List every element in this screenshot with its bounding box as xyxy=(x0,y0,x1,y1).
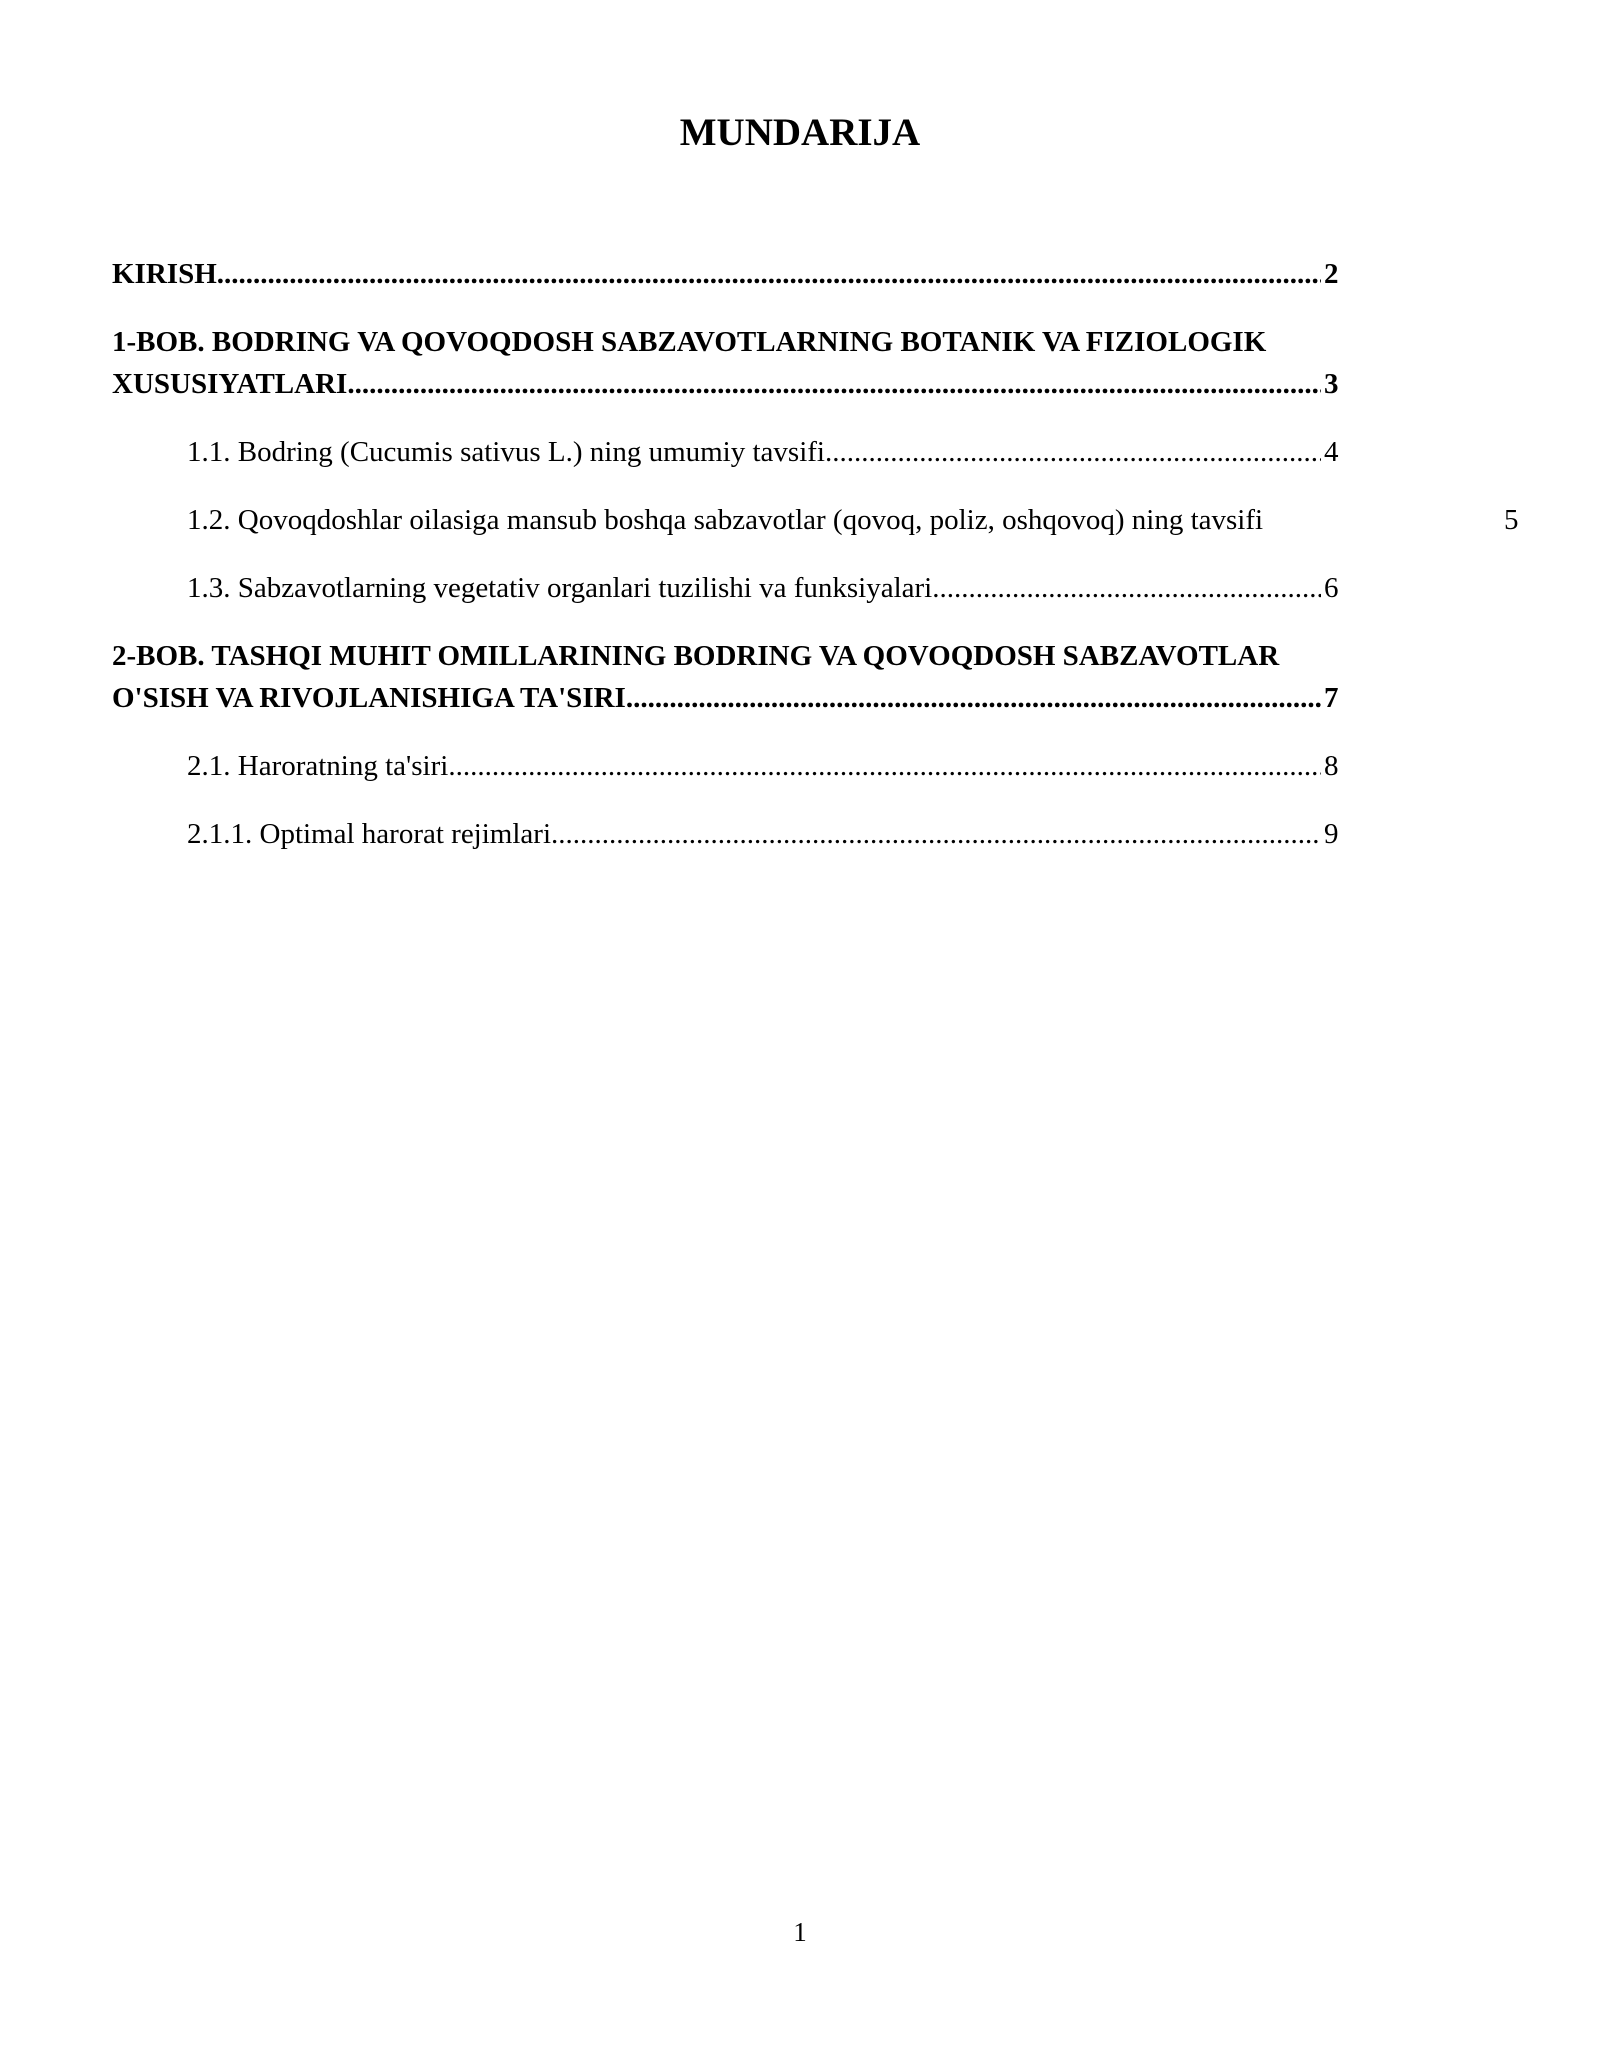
dot-leader xyxy=(932,567,1321,609)
toc-entry-page: 6 xyxy=(1324,572,1339,604)
toc-entry-page: 3 xyxy=(1324,368,1339,400)
dot-leader xyxy=(217,253,1321,295)
dot-leader xyxy=(825,431,1321,473)
toc-entry-label-line2: XUSUSIYATLARI xyxy=(112,368,348,400)
dot-leader xyxy=(448,745,1321,787)
toc-entry-page: 4 xyxy=(1324,436,1339,468)
toc-entry-1-3[interactable] xyxy=(112,567,1342,609)
toc-entry-label: 2.1. Haroratning ta'siri xyxy=(187,750,449,782)
dot-leader xyxy=(626,677,1321,719)
dot-leader xyxy=(551,813,1321,855)
page-title: MUNDARIJA xyxy=(679,111,921,154)
toc-entry-page: 9 xyxy=(1324,818,1339,850)
toc-entry-label: 1.1. Bodring (Cucumis sativus L.) ning umumiy tavsifi xyxy=(187,436,825,468)
toc-entry-label-line1: 1-BOB. BODRING VA QOVOQDOSH SABZAVOTLARNING BOTANIK VA FIZIOLOGIK xyxy=(112,326,1267,358)
toc-entry-1-2[interactable] xyxy=(112,499,1519,541)
toc-entry-page: 2 xyxy=(1324,258,1339,290)
toc-entry-chapter-2[interactable] xyxy=(112,635,1342,719)
dot-leader xyxy=(347,363,1321,405)
toc-entry-chapter-1[interactable] xyxy=(112,321,1342,405)
toc-entry-label: 1.3. Sabzavotlarning vegetativ organlari tuzilishi va funksiyalari xyxy=(187,572,933,604)
toc-entry-label-line2: O'SISH VA RIVOJLANISHIGA TA'SIRI xyxy=(112,682,626,714)
toc-entry-2-1-1[interactable] xyxy=(112,813,1342,855)
toc-entry-label-line1: 2-BOB. TASHQI MUHIT OMILLARINING BODRING VA QOVOQDOSH SABZAVOTLAR xyxy=(112,640,1280,672)
toc-entry-page: 5 xyxy=(1504,504,1519,536)
toc-entry-label: 1.2. Qovoqdoshlar oilasiga mansub boshqa sabzavotlar (qovoq, poliz, oshqovoq) ning tavsifi xyxy=(187,504,1264,536)
toc-entry-page: 7 xyxy=(1324,682,1339,714)
toc-entry-label: KIRISH xyxy=(112,258,217,290)
toc-entry-page: 8 xyxy=(1324,750,1339,782)
toc-entry-label: 2.1.1. Optimal harorat rejimlari xyxy=(187,818,552,850)
toc-entry-1-1[interactable] xyxy=(112,431,1342,473)
page-number: 1 xyxy=(793,1917,807,1947)
toc-entry-2-1[interactable] xyxy=(112,745,1342,787)
toc-entry-kirish[interactable] xyxy=(112,253,1342,295)
table-of-contents xyxy=(112,253,1519,855)
